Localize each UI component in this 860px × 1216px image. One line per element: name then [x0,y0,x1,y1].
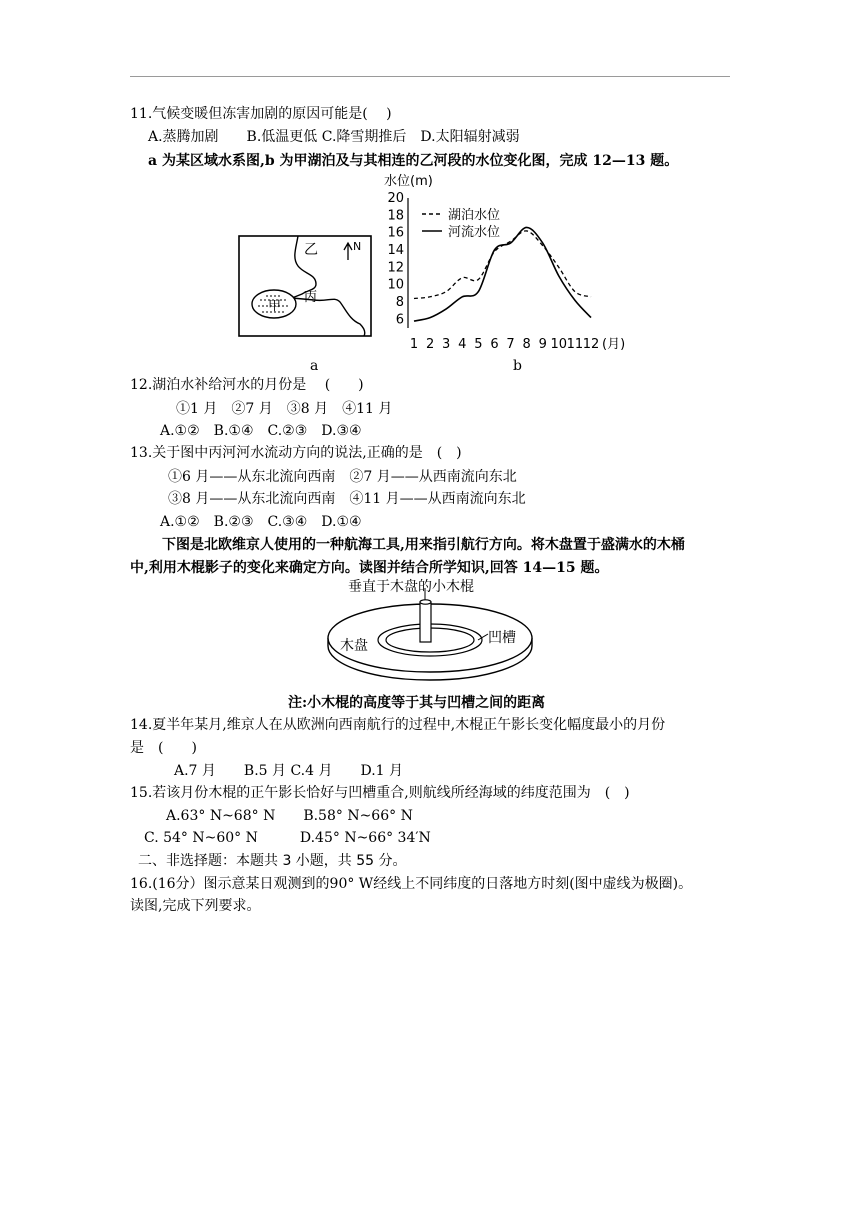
q13-stem: 13.关于图中丙河河水流动方向的说法,正确的是 ( ) [130,445,462,461]
caption-b: b [513,358,522,374]
x-tick-label: 12 [582,337,600,352]
x-tick-label: 9 [538,337,547,352]
x-tick-label: 5 [474,337,483,352]
q13-line1: ①6 月——从东北流向西南 ②7 月——从西南流向东北 [168,469,517,485]
q12-options: A.①② B.①④ C.②③ D.③④ [160,423,362,439]
label-groove: 凹槽 [488,630,516,646]
q13-line2: ③8 月——从东北流向西南 ④11 月——从西南流向东北 [168,491,526,507]
map-a [236,230,376,340]
y-tick-label: 18 [387,208,404,224]
intro-14-15-line1: 下图是北欧维京人使用的一种航海工具,用来指引航行方向。将木盘置于盛满水的木桶 [162,537,685,553]
q14-options: A.7 月 B.5 月 C.4 月 D.1 月 [174,763,404,779]
x-tick-label: 2 [425,337,435,352]
q11-stem: 11.气候变暖但冻害加剧的原因可能是( ) [130,106,392,122]
figure-note: 注:小木棍的高度等于其与凹槽之间的距离 [288,695,546,711]
q15-options-cd: C. 54° N~60° N D.45° N~66° 34′N [144,830,431,846]
x-tick-label: 3 [442,337,451,352]
q13-options: A.①② B.②③ C.③④ D.①④ [160,514,362,530]
q12-items: ①1 月 ②7 月 ③8 月 ④11 月 [176,401,393,417]
y-tick-label: 20 [387,191,404,206]
caption-a: a [310,358,319,374]
label-bing: 丙 [304,290,318,305]
q16-line1: 16.(16分）图示意某日观测到的90° W经线上不同纬度的日落地方时刻(图中虚线为极圈)。 [130,876,693,892]
x-tick-label: 1 [409,337,419,352]
q14-stem-line1: 14.夏半年某月,维京人在从欧洲向西南航行的过程中,木棍正午影长变化幅度最小的月份 [130,717,666,733]
q11-options: A.蒸腾加剧 B.低温更低 C.降雪期推后 D.太阳辐射减弱 [148,129,520,145]
river-level-line [414,227,591,321]
lake-level-line [414,231,591,299]
x-tick-label: 8 [522,337,531,352]
legend-lake: 湖泊水位 [448,208,501,223]
y-tick-label: 6 [395,312,404,328]
q15-options-ab: A.63° N~68° N B.58° N~66° N [166,808,413,824]
x-tick-label: 7 [506,337,515,352]
intro-12-13: a 为某区域水系图,b 为甲湖泊及与其相连的乙河段的水位变化图，完成 12—13 题。 [148,153,679,169]
y-tick-label: 16 [387,225,404,241]
intro-14-15-line2: 中,利用木棍影子的变化来确定方向。读图并结合所学知识,回答 14—15 题。 [130,560,609,576]
y-tick-label: 10 [387,277,404,293]
legend [422,207,500,240]
label-plate: 木盘 [340,638,368,654]
x-tick-label: 4 [458,337,467,352]
y-tick-label: 14 [387,243,404,258]
label-stick: 垂直于木盘的小木棍 [348,579,474,595]
stick [420,602,431,642]
y-axis-label: 水位(m) [384,174,433,189]
legend-river: 河流水位 [448,225,501,240]
q16-line2: 读图,完成下列要求。 [130,898,261,914]
x-axis-unit: (月) [602,337,626,352]
label-jia: 甲 [268,299,282,314]
q15-stem: 15.若该月份木棍的正午影长恰好与凹槽重合,则航线所经海域的纬度范围为 ( ) [130,785,630,801]
q12-stem: 12.湖泊水补给河水的月份是 ( ) [130,377,364,393]
water-level-chart [380,168,630,373]
y-tick-label: 12 [387,260,404,276]
label-north: N [353,240,362,253]
q14-stem-line2: 是 ( ) [130,740,197,756]
x-tick-label: 11 [566,337,584,352]
y-tick-label: 8 [395,295,404,310]
label-yi: 乙 [304,242,318,258]
x-tick-label: 6 [490,337,499,352]
header-rule [130,76,730,77]
section-2-heading: 二、非选择题：本题共 3 小题，共 55 分。 [138,853,407,869]
x-tick-label: 10 [550,337,568,352]
